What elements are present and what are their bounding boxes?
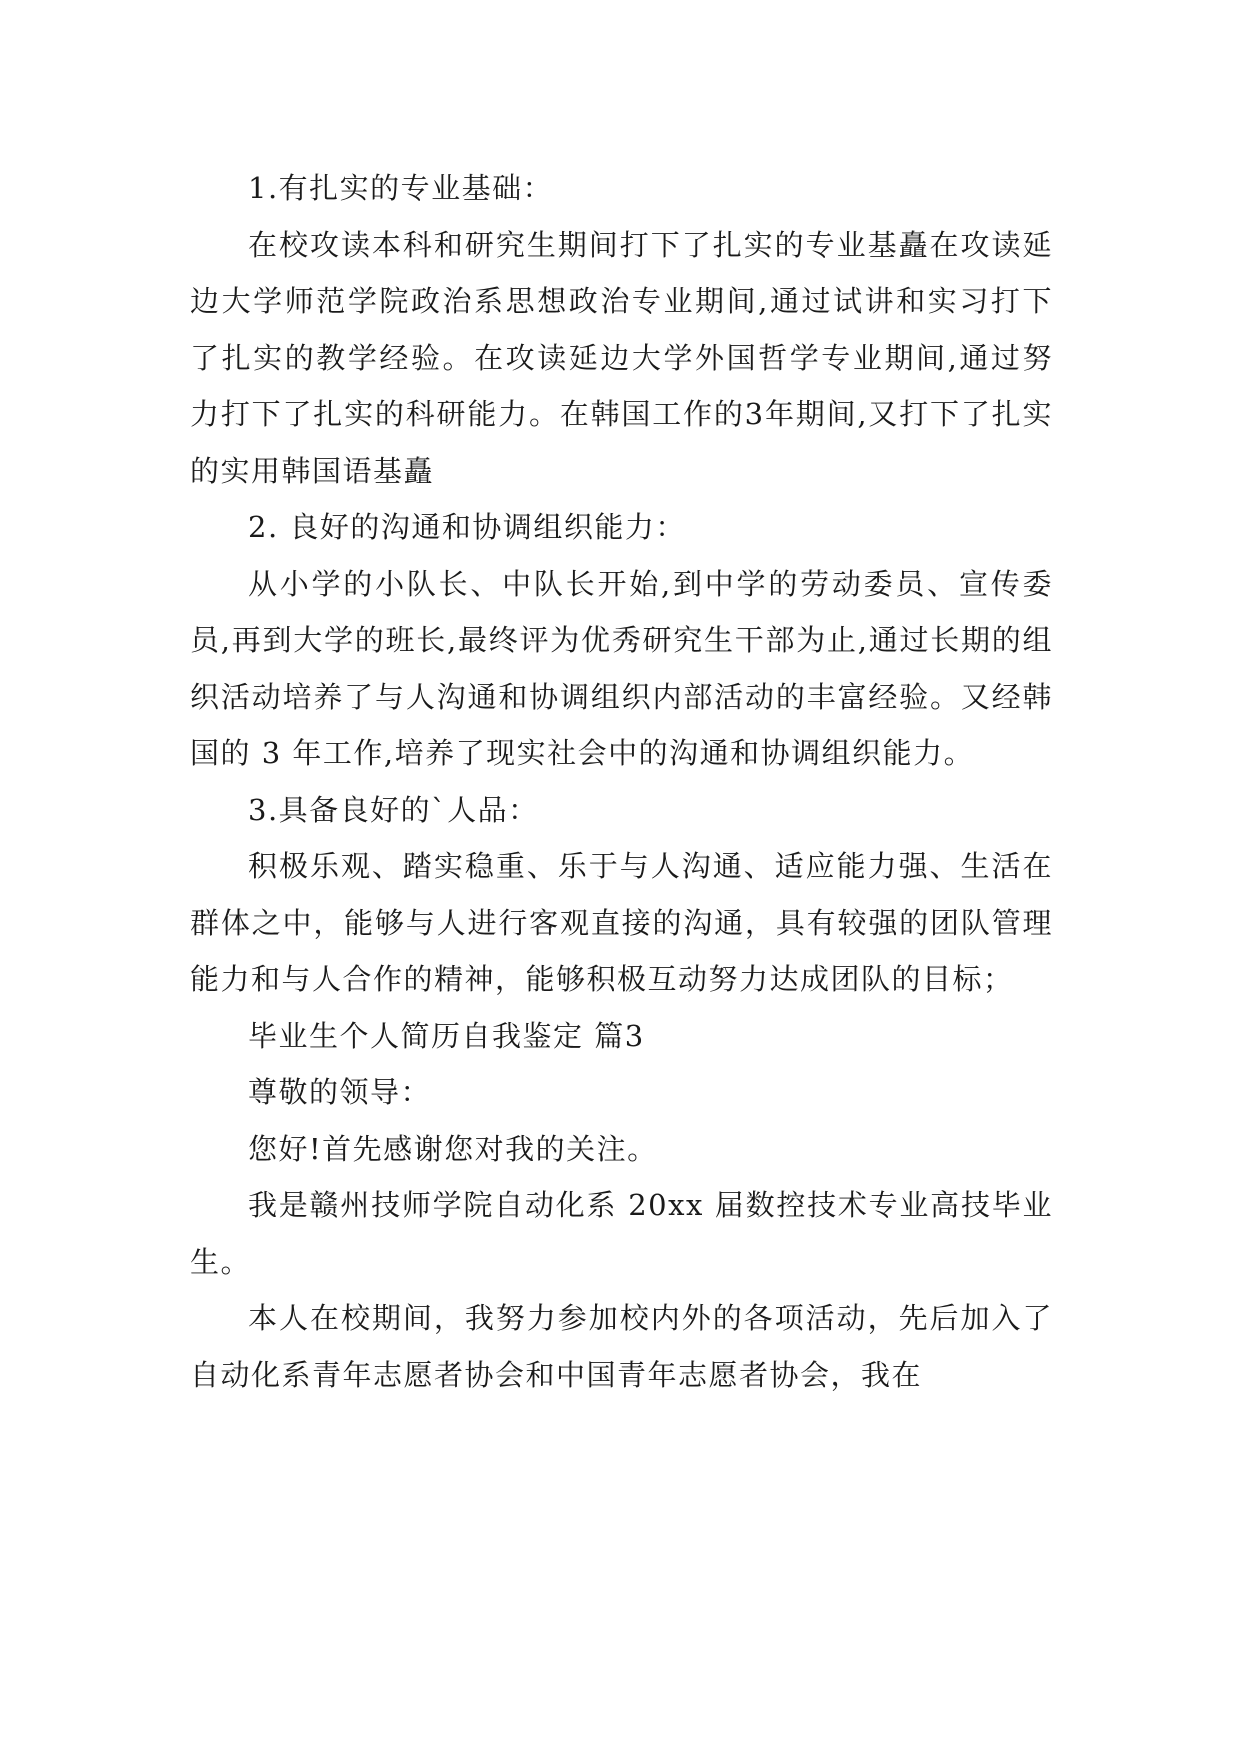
paragraph-character-details: 积极乐观、踏实稳重、乐于与人沟通、适应能力强、生活在群体之中，能够与人进行客观直接的沟通，具有较强的团队管理能力和与人合作的精神，能够积极互动努力达成团队的目标；: [190, 849, 1053, 996]
paragraph-communication-details: 从小学的小队长、中队长开始,到中学的劳动委员、宣传委员,再到大学的班长,最终评为优秀研究生干部为止,通过长期的组织活动培养了与人沟通和协调组织内部活动的丰富经验。又经韩国的 3 年工作,培养了现实社会中的沟通和协调组织能力。: [190, 566, 1053, 770]
section-title-part-3: 毕业生个人简历自我鉴定 篇3: [248, 1018, 645, 1053]
heading-communication-ability: 2. 良好的沟通和协调组织能力：: [248, 510, 686, 544]
paragraph-foundation-details: 在校攻读本科和研究生期间打下了扎实的专业基矗在攻读延边大学师范学院政治系思想政治专业期间,通过试讲和实习打下了扎实的教学经验。在攻读延边大学外国哲学专业期间,通过努力打下了扎实的科研能力。在韩国工作的3年期间,又打下了扎实的实用韩国语基矗: [190, 227, 1053, 488]
heading-good-character: 3.具备良好的`人品：: [248, 792, 539, 827]
paragraph-school-activities: 本人在校期间，我努力参加校内外的各项活动，先后加入了自动化系青年志愿者协会和中国青年志愿者协会，我在: [190, 1301, 1053, 1392]
paragraph-introduction: 我是赣州技师学院自动化系 20xx 届数控技术专业高技毕业生。: [190, 1188, 1053, 1279]
greeting: 您好!首先感谢您对我的关注。: [248, 1131, 658, 1166]
document-body: [190, 160, 1053, 1403]
salutation: 尊敬的领导：: [248, 1075, 432, 1109]
heading-solid-foundation: 1.有扎实的专业基础：: [248, 171, 554, 205]
